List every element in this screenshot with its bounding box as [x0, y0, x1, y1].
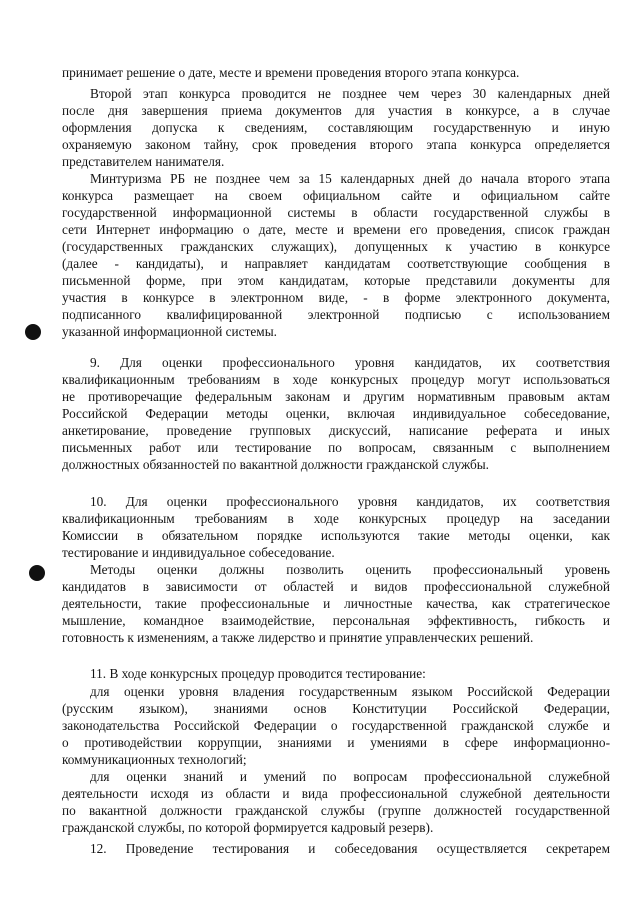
text-line: Минтуризма РБ не позднее чем за 15 календарных дней до начала второго этапа [90, 171, 610, 186]
text-line: кандидатов в зависимости от областей и видов профессиональной служебной [62, 579, 610, 594]
text-line: о противодействии коррупции, знаниями и умениями в сфере информационно- [62, 735, 610, 750]
text-line: Методы оценки должны позволить оценить профессиональный уровень [90, 562, 610, 577]
text-line: 12. Проведение тестирования и собеседования осуществляется секретарем [90, 841, 610, 856]
text-line: государственной информационной системы в области государственной службы в [62, 205, 610, 220]
text-line: 11. В ходе конкурсных процедур проводится тестирование: [90, 666, 426, 681]
punch-hole-bottom [29, 565, 45, 581]
text-line: участия в конкурсе в электронном виде, - в форме электронного документа, [62, 290, 610, 305]
text-line: должностных обязанностей по вакантной должности гражданской службы. [62, 457, 489, 472]
text-line: письменной форме, при этом кандидатам, которые представили документы для [62, 273, 610, 288]
punch-hole-top [25, 324, 41, 340]
text-line: письменных работ или тестирование по вопросам, связанным с выполнением [62, 440, 610, 455]
text-line: подписанного квалифицированной электронной подписью с использованием [62, 307, 610, 322]
text-line: после дня завершения приема документов для участия в конкурсе, а в случае [62, 103, 610, 118]
text-line: квалификационным требованиям в ходе конкурсных процедур на заседании [62, 511, 610, 526]
text-line: принимает решение о дате, месте и времени проведения второго этапа конкурса. [62, 65, 520, 80]
text-line: представителем нанимателя. [62, 154, 225, 169]
text-line: не противоречащие федеральным законам и другим нормативным правовым актам [62, 389, 610, 404]
text-line: квалификационным требованиям в ходе конкурсных процедур могут использоваться [62, 372, 610, 387]
text-line: для оценки знаний и умений по вопросам профессиональной служебной [90, 769, 610, 784]
text-line: гражданской службы, по которой формируется кадровый резерв). [62, 820, 434, 835]
text-line: 9. Для оценки профессионального уровня кандидатов, их соответствия [90, 355, 610, 370]
text-line: (русским языком), знаниями основ Конституции Российской Федерации, [62, 701, 610, 716]
text-line: (далее - кандидаты), и направляет кандидатам соответствующие сообщения в [62, 256, 610, 271]
text-line: готовность к изменениям, а также лидерство и принятие управленческих решений. [62, 630, 534, 645]
text-line: деятельности исходя из области и вида профессиональной служебной деятельности [62, 786, 610, 801]
text-line: мышление, командное взаимодействие, персональная эффективность, гибкость и [62, 613, 610, 628]
text-line: Российской Федерации методы оценки, включая индивидуальное собеседование, [62, 406, 610, 421]
text-line: сети Интернет информацию о дате, месте и времени его проведения, список граждан [62, 222, 610, 237]
text-line: законодательства Российской Федерации о государственной гражданской службе и [62, 718, 610, 733]
text-line: Комиссии в обязательном порядке используются такие методы оценки, как [62, 528, 610, 543]
text-line: коммуникационных технологий; [62, 752, 247, 767]
text-line: анкетирование, проведение групповых дискуссий, написание реферата и иных [62, 423, 610, 438]
text-line: по вакантной должности гражданской службы (группе должностей государственной [62, 803, 610, 818]
text-line: для оценки уровня владения государственным языком Российской Федерации [90, 684, 610, 699]
text-line: 10. Для оценки профессионального уровня кандидатов, их соответствия [90, 494, 610, 509]
text-line: конкурса размещает на своем официальном сайте и официальном сайте [62, 188, 610, 203]
text-line: указанной информационной системы. [62, 324, 277, 339]
text-line: охраняемую законом тайну, срок проведения второго этапа конкурса определяется [62, 137, 610, 152]
text-line: тестирование и индивидуальное собеседование. [62, 545, 335, 560]
text-line: оформления допуска к сведениям, составляющим государственную и иную [62, 120, 610, 135]
text-line: (государственных гражданских служащих), допущенных к участию в конкурсе [62, 239, 610, 254]
text-line: Второй этап конкурса проводится не позднее чем через 30 календарных дней [90, 86, 610, 101]
text-line: деятельности, такие профессиональные и личностные качества, как стратегическое [62, 596, 610, 611]
